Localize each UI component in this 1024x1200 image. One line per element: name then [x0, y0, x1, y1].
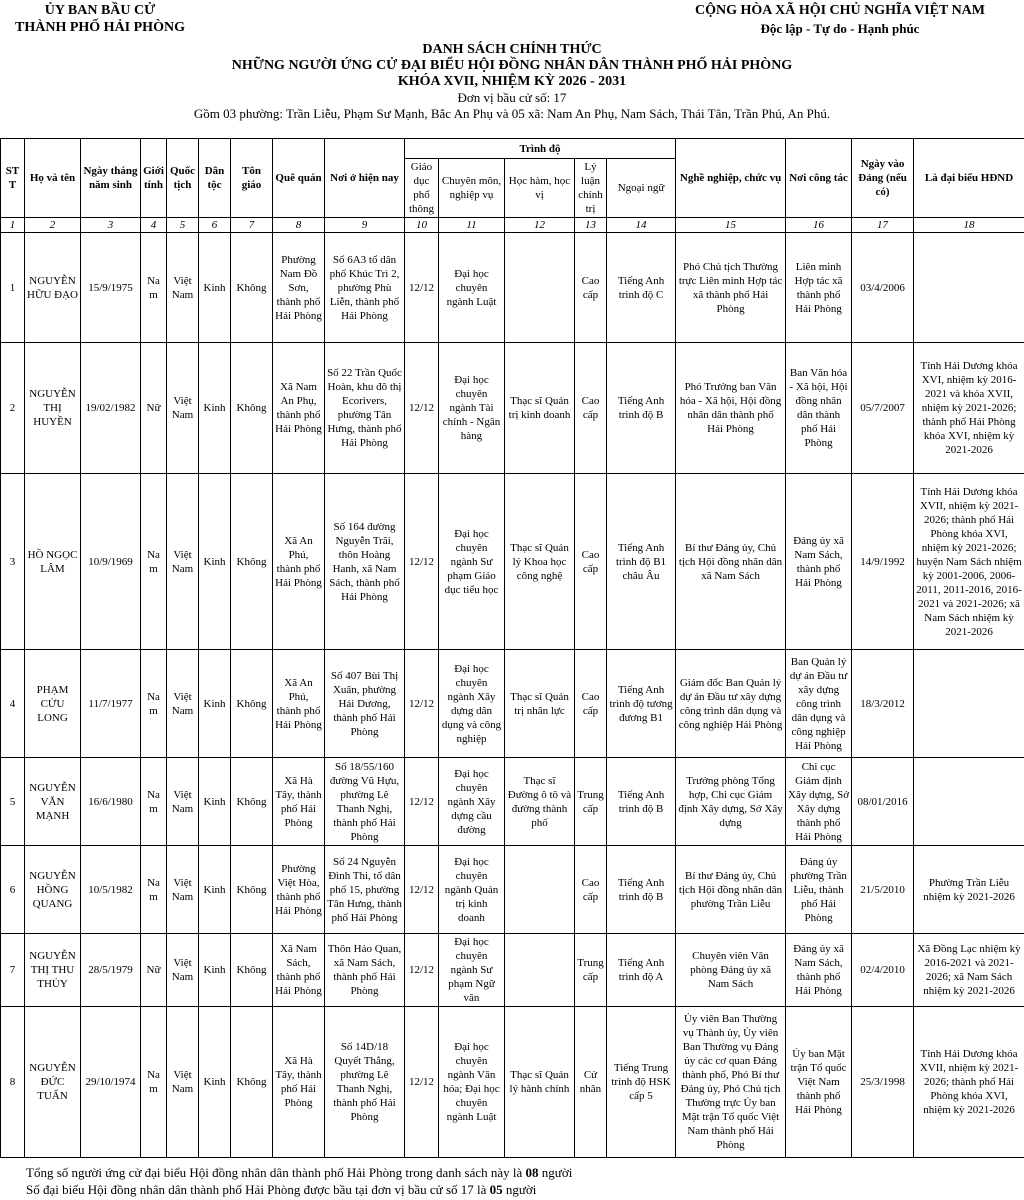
cell-workplace: Chi cục Giám định Xây dựng, Sở Xây dựng thành phố Hải Phòng — [786, 758, 852, 846]
cell-nationality: Việt Nam — [167, 233, 199, 343]
cell-degree: Thạc sĩ Quản trị nhân lực — [505, 650, 575, 758]
cell-degree: Thạc sĩ Quản lý Khoa học công nghệ — [505, 474, 575, 650]
cell-religion: Không — [231, 650, 273, 758]
cell-language: Tiếng Anh trình độ B — [607, 846, 676, 934]
cell-language: Tiếng Anh trình độ B — [607, 758, 676, 846]
cell-workplace: Ban Văn hóa - Xã hội, Hội đồng nhân dân thành phố Hải Phòng — [786, 343, 852, 474]
cell-party-date: 03/4/2006 — [852, 233, 914, 343]
cell-residence: Số 24 Nguyễn Đình Thi, tổ dân phố 15, phường Tân Hưng, thành phố Hải Phòng — [325, 846, 405, 934]
cell-residence: Số 18/55/160 đường Vũ Hựu, phường Lê Thanh Nghị, thành phố Hải Phòng — [325, 758, 405, 846]
title-line-2: NHỮNG NGƯỜI ỨNG CỬ ĐẠI BIỂU HỘI ĐỒNG NHÂN DÂN THÀNH PHỐ HẢI PHÒNG — [231, 58, 793, 73]
cell-general-edu: 12/12 — [405, 846, 439, 934]
cell-dob: 28/5/1979 — [81, 934, 141, 1007]
cell-name: NGUYỄN VĂN MẠNH — [25, 758, 81, 846]
cell-delegate — [914, 758, 1024, 846]
cell-specialty: Đại học chuyên ngành Xây dựng cầu đường — [439, 758, 505, 846]
column-number: 5 — [167, 218, 199, 233]
cell-name: NGUYỄN ĐỨC TUẤN — [25, 1007, 81, 1158]
cell-delegate: Tỉnh Hải Dương khóa XVI, nhiệm kỳ 2016-2021 và khóa XVII, nhiệm kỳ 2021-2026; thành phố Hải Phòng khóa XVI, nhiệm kỳ 2021-2026 — [914, 343, 1024, 474]
cell-hometown: Xã An Phú, thành phố Hải Phòng — [273, 474, 325, 650]
cell-gender: Nữ — [141, 343, 167, 474]
cell-stt: 3 — [1, 474, 25, 650]
cell-occupation: Bí thư Đảng ủy, Chủ tịch Hội đồng nhân dân xã Nam Sách — [676, 474, 786, 650]
summary-elected-text: Số đại biểu Hội đồng nhân dân thành phố Hải Phòng được bầu tại đơn vị bầu cử số 17 là — [26, 1182, 490, 1197]
cell-party-date: 21/5/2010 — [852, 846, 914, 934]
cell-occupation: Giám đốc Ban Quản lý dự án Đầu tư xây dựng công trình dân dụng và công nghiệp Hải Phòng — [676, 650, 786, 758]
cell-nationality: Việt Nam — [167, 343, 199, 474]
cell-dob: 16/6/1980 — [81, 758, 141, 846]
summary-total-line — [26, 1164, 572, 1181]
cell-general-edu: 12/12 — [405, 758, 439, 846]
cell-delegate: Phường Trần Liễu nhiệm kỳ 2021-2026 — [914, 846, 1024, 934]
col-degree: Học hàm, học vị — [505, 159, 575, 218]
cell-hometown: Phường Nam Đồ Sơn, thành phố Hải Phòng — [273, 233, 325, 343]
column-number: 6 — [199, 218, 231, 233]
cell-gender: Nam — [141, 474, 167, 650]
column-number: 9 — [325, 218, 405, 233]
cell-gender: Nam — [141, 1007, 167, 1158]
cell-occupation: Phó Chủ tịch Thường trực Liên minh Hợp tác xã thành phố Hải Phòng — [676, 233, 786, 343]
cell-hometown: Xã Hà Tây, thành phố Hải Phòng — [273, 1007, 325, 1158]
column-number: 1 — [1, 218, 25, 233]
col-specialty: Chuyên môn, nghiệp vụ — [439, 159, 505, 218]
col-political: Lý luận chính trị — [575, 159, 607, 218]
cell-political: Cao cấp — [575, 233, 607, 343]
summary-total-count: 08 — [525, 1165, 539, 1180]
column-number: 16 — [786, 218, 852, 233]
header-row-1 — [1, 139, 1024, 159]
cell-language: Tiếng Anh trình độ A — [607, 934, 676, 1007]
cell-nationality: Việt Nam — [167, 474, 199, 650]
document-title — [0, 42, 1024, 122]
cell-ethnicity: Kinh — [199, 1007, 231, 1158]
cell-religion: Không — [231, 474, 273, 650]
cell-gender: Nam — [141, 846, 167, 934]
column-number: 15 — [676, 218, 786, 233]
title-line-3: KHÓA XVII, NHIỆM KỲ 2026 - 2031 — [397, 74, 627, 89]
cell-ethnicity: Kinh — [199, 934, 231, 1007]
col-religion: Tôn giáo — [231, 139, 273, 218]
cell-stt: 8 — [1, 1007, 25, 1158]
cell-hometown: Xã An Phú, thành phố Hải Phòng — [273, 650, 325, 758]
national-title: CỘNG HÒA XÃ HỘI CHỦ NGHĨA VIỆT NAM — [694, 3, 985, 18]
cell-specialty: Đại học chuyên ngành Quản trị kinh doanh — [439, 846, 505, 934]
cell-ethnicity: Kinh — [199, 233, 231, 343]
cell-general-edu: 12/12 — [405, 343, 439, 474]
col-workplace: Nơi công tác — [786, 139, 852, 218]
candidate-row — [1, 233, 1024, 343]
cell-delegate: Tỉnh Hải Dương khóa XVII, nhiệm kỳ 2021-2026; thành phố Hải Phòng khóa XVI, nhiệm kỳ 2021-2026; huyện Nam Sách nhiệm kỳ 2001-2006, 2006-2011, 2011-2016, 2016-2021 và 2021-2026; xã Nam Sách nhiệm kỳ 2021-2026 — [914, 474, 1024, 650]
cell-dob: 19/02/1982 — [81, 343, 141, 474]
cell-residence: Thôn Hảo Quan, xã Nam Sách, thành phố Hải Phòng — [325, 934, 405, 1007]
cell-name: PHẠM CỬU LONG — [25, 650, 81, 758]
cell-residence: Số 14D/18 Quyết Thắng, phường Lê Thanh Nghị, thành phố Hải Phòng — [325, 1007, 405, 1158]
cell-workplace: Liên minh Hợp tác xã thành phố Hải Phòng — [786, 233, 852, 343]
cell-religion: Không — [231, 934, 273, 1007]
cell-degree: Thạc sĩ Quản trị kinh doanh — [505, 343, 575, 474]
cell-residence: Số 164 đường Nguyễn Trãi, thôn Hoàng Hanh, xã Nam Sách, thành phố Hải Phòng — [325, 474, 405, 650]
cell-religion: Không — [231, 343, 273, 474]
cell-degree: Thạc sĩ Đường ô tô và đường thành phố — [505, 758, 575, 846]
cell-hometown: Phường Việt Hòa, thành phố Hải Phòng — [273, 846, 325, 934]
col-general-edu: Giáo dục phổ thông — [405, 159, 439, 218]
cell-nationality: Việt Nam — [167, 758, 199, 846]
cell-religion: Không — [231, 233, 273, 343]
cell-occupation: Trưởng phòng Tổng hợp, Chi cục Giám định Xây dựng, Sở Xây dựng — [676, 758, 786, 846]
cell-degree — [505, 233, 575, 343]
title-line-1: DANH SÁCH CHÍNH THỨC — [422, 42, 602, 57]
cell-stt: 1 — [1, 233, 25, 343]
cell-political: Trung cấp — [575, 758, 607, 846]
col-stt: STT — [1, 139, 25, 218]
col-delegate: Là đại biểu HĐND — [914, 139, 1024, 218]
cell-occupation: Phó Trưởng ban Văn hóa - Xã hội, Hội đồng nhân dân thành phố Hải Phòng — [676, 343, 786, 474]
candidate-row — [1, 650, 1024, 758]
cell-delegate: Tỉnh Hải Dương khóa XVII, nhiệm kỳ 2021-2026; thành phố Hải Phòng khóa XVI, nhiệm kỳ 2021-2026 — [914, 1007, 1024, 1158]
cell-specialty: Đại học chuyên ngành Luật — [439, 233, 505, 343]
summary-elected-line — [26, 1181, 572, 1198]
cell-religion: Không — [231, 846, 273, 934]
col-dob: Ngày tháng năm sinh — [81, 139, 141, 218]
cell-general-edu: 12/12 — [405, 233, 439, 343]
cell-occupation: Ủy viên Ban Thường vụ Thành ủy, Ủy viên Ban Thường vụ Đảng ủy các cơ quan Đảng thành phố, Phó Bí thư Đảng ủy, Phó Chủ tịch Thường trực Ủy ban Mặt trận Tổ quốc Việt Nam thành phố Hải Phòng — [676, 1007, 786, 1158]
issuer-line-2: THÀNH PHỐ HẢI PHÒNG — [15, 20, 185, 35]
cell-degree: Thạc sĩ Quản lý hành chính — [505, 1007, 575, 1158]
cell-dob: 11/7/1977 — [81, 650, 141, 758]
cell-workplace: Ban Quản lý dự án Đầu tư xây dựng công trình dân dụng và công nghiệp Hải Phòng — [786, 650, 852, 758]
cell-general-edu: 12/12 — [405, 1007, 439, 1158]
candidate-table — [0, 138, 1024, 1158]
candidate-row — [1, 934, 1024, 1007]
cell-ethnicity: Kinh — [199, 343, 231, 474]
cell-party-date: 02/4/2010 — [852, 934, 914, 1007]
column-number: 8 — [273, 218, 325, 233]
cell-name: HỒ NGỌC LÂM — [25, 474, 81, 650]
electoral-scope: Gồm 03 phường: Trần Liễu, Phạm Sư Mạnh, Bắc An Phụ và 05 xã: Nam An Phụ, Nam Sách, Thái Tân, Trần Phú, An Phú. — [193, 106, 831, 121]
cell-specialty: Đại học chuyên ngành Sư phạm Giáo dục tiểu học — [439, 474, 505, 650]
cell-party-date: 08/01/2016 — [852, 758, 914, 846]
column-number: 12 — [505, 218, 575, 233]
cell-occupation: Chuyên viên Văn phòng Đảng ủy xã Nam Sách — [676, 934, 786, 1007]
cell-ethnicity: Kinh — [199, 758, 231, 846]
column-number-row — [1, 218, 1024, 233]
cell-degree — [505, 846, 575, 934]
cell-workplace: Đảng ủy phường Trần Liễu, thành phố Hải Phòng — [786, 846, 852, 934]
column-number: 2 — [25, 218, 81, 233]
cell-workplace: Đảng ủy xã Nam Sách, thành phố Hải Phòng — [786, 934, 852, 1007]
cell-name: NGUYỄN HỮU ĐẠO — [25, 233, 81, 343]
summary-elected-unit: người — [502, 1182, 537, 1197]
cell-nationality: Việt Nam — [167, 934, 199, 1007]
cell-language: Tiếng Anh trình độ C — [607, 233, 676, 343]
cell-ethnicity: Kinh — [199, 474, 231, 650]
column-number: 13 — [575, 218, 607, 233]
cell-specialty: Đại học chuyên ngành Sư phạm Ngữ văn — [439, 934, 505, 1007]
cell-nationality: Việt Nam — [167, 1007, 199, 1158]
col-residence: Nơi ở hiện nay — [325, 139, 405, 218]
cell-political: Cao cấp — [575, 846, 607, 934]
cell-residence: Số 22 Trần Quốc Hoàn, khu đô thị Ecorivers, phường Tân Hưng, thành phố Hải Phòng — [325, 343, 405, 474]
cell-occupation: Bí thư Đảng ủy, Chủ tịch Hội đồng nhân dân phường Trần Liễu — [676, 846, 786, 934]
column-number: 17 — [852, 218, 914, 233]
cell-dob: 29/10/1974 — [81, 1007, 141, 1158]
column-number: 14 — [607, 218, 676, 233]
cell-ethnicity: Kinh — [199, 846, 231, 934]
cell-gender: Nữ — [141, 934, 167, 1007]
col-gender: Giới tính — [141, 139, 167, 218]
cell-party-date: 05/7/2007 — [852, 343, 914, 474]
cell-dob: 10/5/1982 — [81, 846, 141, 934]
cell-political: Cử nhân — [575, 1007, 607, 1158]
cell-stt: 5 — [1, 758, 25, 846]
cell-hometown: Xã Nam An Phụ, thành phố Hải Phòng — [273, 343, 325, 474]
cell-gender: Nam — [141, 650, 167, 758]
candidate-row — [1, 1007, 1024, 1158]
cell-party-date: 18/3/2012 — [852, 650, 914, 758]
cell-gender: Nam — [141, 233, 167, 343]
candidate-row — [1, 474, 1024, 650]
cell-language: Tiếng Trung trình độ HSK cấp 5 — [607, 1007, 676, 1158]
col-language: Ngoại ngữ — [607, 159, 676, 218]
cell-political: Cao cấp — [575, 343, 607, 474]
summary-footer — [26, 1164, 572, 1198]
cell-political: Cao cấp — [575, 650, 607, 758]
cell-language: Tiếng Anh trình độ tương đương B1 — [607, 650, 676, 758]
column-number: 3 — [81, 218, 141, 233]
candidate-row — [1, 343, 1024, 474]
cell-political: Trung cấp — [575, 934, 607, 1007]
cell-dob: 10/9/1969 — [81, 474, 141, 650]
cell-stt: 4 — [1, 650, 25, 758]
cell-political: Cao cấp — [575, 474, 607, 650]
issuer-line-1: ỦY BAN BẦU CỬ — [44, 3, 156, 18]
cell-hometown: Xã Hà Tây, thành phố Hải Phòng — [273, 758, 325, 846]
cell-hometown: Xã Nam Sách, thành phố Hải Phòng — [273, 934, 325, 1007]
cell-religion: Không — [231, 758, 273, 846]
cell-residence: Số 407 Bùi Thị Xuân, phường Hải Dương, thành phố Hải Phòng — [325, 650, 405, 758]
national-header — [690, 2, 990, 38]
national-motto: Độc lập - Tự do - Hạnh phúc — [760, 21, 920, 36]
column-number: 7 — [231, 218, 273, 233]
summary-total-unit: người — [538, 1165, 573, 1180]
cell-general-edu: 12/12 — [405, 934, 439, 1007]
col-hometown: Quê quán — [273, 139, 325, 218]
cell-workplace: Đảng ủy xã Nam Sách, thành phố Hải Phòng — [786, 474, 852, 650]
cell-language: Tiếng Anh trình độ B — [607, 343, 676, 474]
cell-dob: 15/9/1975 — [81, 233, 141, 343]
cell-general-edu: 12/12 — [405, 650, 439, 758]
cell-name: NGUYỄN THỊ HUYỀN — [25, 343, 81, 474]
cell-party-date: 14/9/1992 — [852, 474, 914, 650]
cell-general-edu: 12/12 — [405, 474, 439, 650]
cell-ethnicity: Kinh — [199, 650, 231, 758]
cell-language: Tiếng Anh trình độ B1 châu Âu — [607, 474, 676, 650]
cell-religion: Không — [231, 1007, 273, 1158]
col-party-date: Ngày vào Đảng (nếu có) — [852, 139, 914, 218]
cell-name: NGUYỄN THỊ THU THỦY — [25, 934, 81, 1007]
issuer-header — [0, 2, 200, 36]
candidate-row — [1, 846, 1024, 934]
cell-delegate: Xã Đồng Lạc nhiệm kỳ 2016-2021 và 2021-2026; xã Nam Sách nhiệm kỳ 2021-2026 — [914, 934, 1024, 1007]
cell-degree — [505, 934, 575, 1007]
cell-specialty: Đại học chuyên ngành Tài chính - Ngân hàng — [439, 343, 505, 474]
column-number: 18 — [914, 218, 1024, 233]
cell-specialty: Đại học chuyên ngành Văn hóa; Đại học chuyên ngành Luật — [439, 1007, 505, 1158]
summary-elected-count: 05 — [489, 1182, 503, 1197]
electoral-unit: Đơn vị bầu cử số: 17 — [457, 90, 567, 105]
cell-stt: 7 — [1, 934, 25, 1007]
summary-total-text: Tổng số người ứng cử đại biểu Hội đồng nhân dân thành phố Hải Phòng trong danh sách này là — [26, 1165, 526, 1180]
cell-delegate — [914, 233, 1024, 343]
col-ethnicity: Dân tộc — [199, 139, 231, 218]
column-number: 11 — [439, 218, 505, 233]
cell-delegate — [914, 650, 1024, 758]
col-education-group: Trình độ — [405, 139, 676, 159]
col-name: Họ và tên — [25, 139, 81, 218]
cell-stt: 6 — [1, 846, 25, 934]
col-occupation: Nghề nghiệp, chức vụ — [676, 139, 786, 218]
col-nationality: Quốc tịch — [167, 139, 199, 218]
cell-party-date: 25/3/1998 — [852, 1007, 914, 1158]
column-number: 4 — [141, 218, 167, 233]
cell-residence: Số 6A3 tổ dân phố Khúc Trì 2, phường Phù Liễn, thành phố Hải Phòng — [325, 233, 405, 343]
candidate-row — [1, 758, 1024, 846]
cell-nationality: Việt Nam — [167, 650, 199, 758]
column-number: 10 — [405, 218, 439, 233]
cell-stt: 2 — [1, 343, 25, 474]
cell-specialty: Đại học chuyên ngành Xây dựng dân dụng và công nghiệp — [439, 650, 505, 758]
cell-nationality: Việt Nam — [167, 846, 199, 934]
cell-gender: Nam — [141, 758, 167, 846]
cell-workplace: Ủy ban Mặt trận Tổ quốc Việt Nam thành phố Hải Phòng — [786, 1007, 852, 1158]
cell-name: NGUYỄN HỒNG QUANG — [25, 846, 81, 934]
